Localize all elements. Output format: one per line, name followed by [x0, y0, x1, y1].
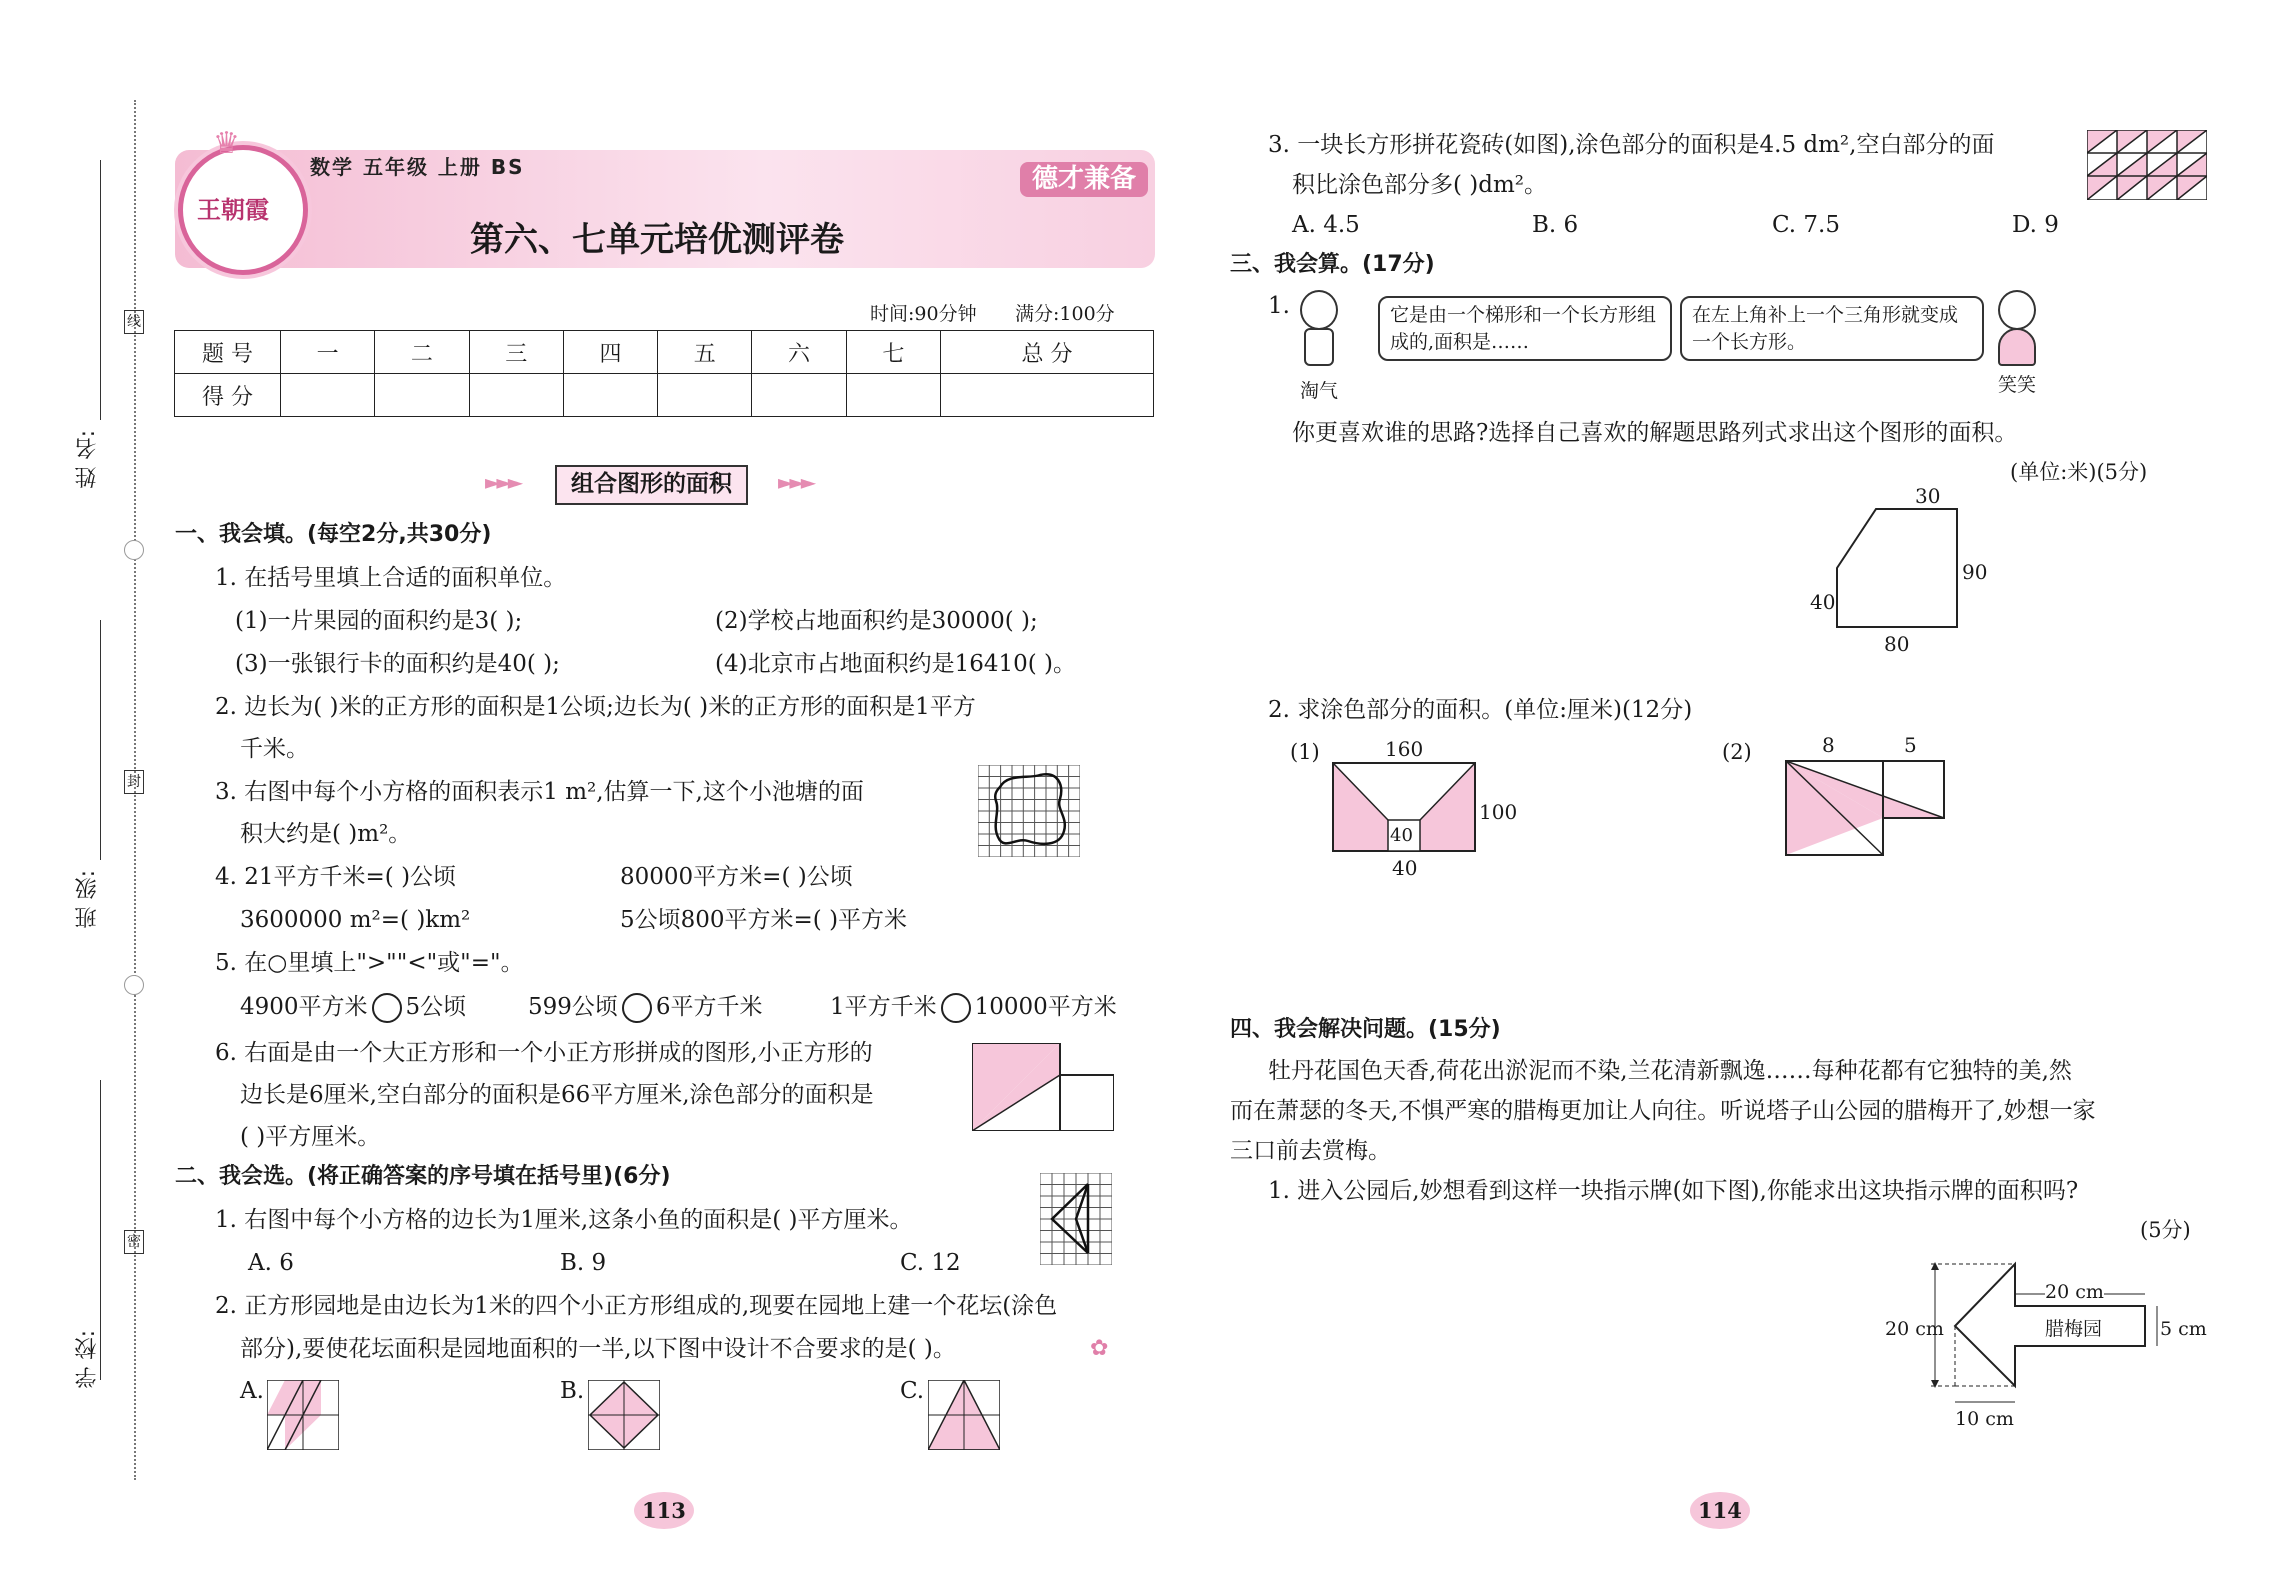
option-c-figure[interactable] — [928, 1380, 1000, 1450]
p2-q2-opt-a[interactable]: A. — [240, 1378, 264, 1404]
boy-character-icon — [1292, 290, 1342, 376]
p3-q2-b: (2) — [1722, 740, 1752, 764]
score-row2-label: 得 分 — [175, 374, 281, 417]
p1-q1: 1. 在括号里填上合适的面积单位。 — [215, 565, 567, 591]
part4-heading: 四、我会解决问题。(15分) — [1230, 1017, 1501, 1042]
p2-q2-opt-b[interactable]: B. — [560, 1378, 585, 1404]
p4-para-l2: 而在萧瑟的冬天,不惧严寒的腊梅更加让人向往。听说塔子山公园的腊梅开了,妙想一家 — [1230, 1098, 2096, 1124]
compare-left: 599公顷 — [528, 994, 618, 1020]
score-cell[interactable] — [563, 374, 657, 417]
sign-top-label: 20 cm — [2045, 1281, 2104, 1303]
p3-q1-unit: (单位:米)(5分) — [2010, 460, 2148, 484]
bubble-right: 在左上角补上一个三角形就变成一个长方形。 — [1680, 296, 1984, 361]
page-number-right: 114 — [1690, 1492, 1750, 1529]
compare-right: 10000平方米 — [974, 994, 1117, 1020]
score-cell[interactable] — [375, 374, 469, 417]
p1-q3-l2: 积大约是( )m²。 — [240, 821, 412, 847]
p4-q1: 1. 进入公园后,妙想看到这样一块指示牌(如下图),你能求出这块指示牌的面积吗? — [1268, 1178, 2079, 1204]
trapezoid-figure — [1836, 508, 1958, 628]
p3-q2: 2. 求涂色部分的面积。(单位:厘米)(12分) — [1268, 697, 1693, 723]
fig2a-top-label: 160 — [1385, 737, 1424, 761]
fig2b-label-a: 8 — [1822, 733, 1835, 757]
p1-q4-b: 80000平方米=( )公顷 — [620, 864, 853, 890]
p1-q1-c: (3)一张银行卡的面积约是40( ); — [235, 651, 560, 677]
class-underline — [100, 620, 101, 860]
p2-q2-l1: 2. 正方形园地是由边长为1米的四个小正方形组成的,现要在园地上建一个花坛(涂色 — [215, 1293, 1058, 1319]
shaded-figure-2 — [1785, 760, 1945, 856]
name-label: 姓 名: — [75, 430, 100, 489]
p1-q6-l1: 6. 右面是由一个大正方形和一个小正方形拼成的图形,小正方形的 — [215, 1040, 873, 1066]
section-banner: 组合图形的面积 — [555, 465, 748, 505]
p1-q5-a — [240, 993, 466, 1023]
fig2b-label-b: 5 — [1904, 733, 1917, 757]
p1-q2-l2: 千米。 — [240, 736, 309, 762]
p1-q1-a: (1)一片果园的面积约是3( ); — [235, 608, 523, 634]
score-cell[interactable] — [846, 374, 940, 417]
p1-q5-b — [528, 993, 763, 1023]
slogan-badge: 德才兼备 — [1020, 162, 1148, 197]
crown-icon: ♛ — [213, 126, 240, 161]
pond-grid-figure — [978, 765, 1080, 857]
p1-q2-l1: 2. 边长为( )米的正方形的面积是1公顷;边长为( )米的正方形的面积是1平方 — [215, 694, 976, 720]
page-number-left: 113 — [634, 1492, 694, 1529]
option-a-figure[interactable] — [267, 1380, 339, 1450]
p1-q5: 5. 在○里填上">""<"或"="。 — [215, 950, 524, 976]
fig1-right-label: 90 — [1962, 560, 1988, 584]
r-q3-opt-c[interactable]: C. 7.5 — [1772, 212, 1840, 238]
school-label: 学 校: — [75, 1330, 100, 1389]
mark-line: 线 — [124, 310, 144, 334]
score-cell[interactable] — [469, 374, 563, 417]
r-q3-opt-b[interactable]: B. 6 — [1532, 212, 1579, 238]
subject-line: 数学 五年级 上册 BS — [310, 155, 525, 179]
p1-q4-a: 4. 21平方千米=( )公顷 — [215, 864, 457, 890]
flower-icon: ✿ — [1090, 1336, 1109, 1361]
binding-margin — [0, 0, 150, 1582]
p1-q4-c: 3600000 m²=( )km² — [240, 907, 471, 933]
mark-secret: 密 — [124, 1230, 144, 1254]
score-cell[interactable] — [281, 374, 375, 417]
p1-q1-b: (2)学校占地面积约是30000( ); — [715, 608, 1038, 634]
p1-q6-l2: 边长是6厘米,空白部分的面积是66平方厘米,涂色部分的面积是 — [240, 1082, 874, 1108]
p4-para-l1: 牡丹花国色天香,荷花出淤泥而不染,兰花清新飘逸……每种花都有它独特的美,然 — [1268, 1058, 2072, 1084]
r-q3-opt-d[interactable]: D. 9 — [2012, 212, 2059, 238]
score-cell[interactable] — [752, 374, 846, 417]
exam-full-score: 满分:100分 — [1015, 303, 1115, 325]
fig1-left-label: 40 — [1810, 590, 1836, 614]
sign-text: 腊梅园 — [2045, 1318, 2103, 1340]
score-cell[interactable] — [658, 374, 752, 417]
option-b-figure[interactable] — [588, 1380, 660, 1450]
p2-q1: 1. 右图中每个小方格的边长为1厘米,这条小鱼的面积是( )平方厘米。 — [215, 1207, 913, 1233]
fig1-top-label: 30 — [1915, 484, 1941, 508]
p2-q1-opt-a[interactable]: A. 6 — [248, 1250, 294, 1276]
r-q3-opt-a[interactable]: A. 4.5 — [1292, 212, 1360, 238]
part2-heading: 二、我会选。(将正确答案的序号填在括号里)(6分) — [175, 1164, 671, 1189]
score-col: 二 — [375, 331, 469, 374]
score-col: 三 — [469, 331, 563, 374]
girl-character-icon — [1990, 290, 2040, 376]
r-q3-l1: 3. 一块长方形拼花瓷砖(如图),涂色部分的面积是4.5 dm²,空白部分的面 — [1268, 132, 1995, 158]
arrow-left-icon: ►►► — [485, 470, 520, 494]
compare-circle[interactable] — [372, 993, 402, 1023]
p2-q2-l2: 部分),要使花坛面积是园地面积的一半,以下图中设计不合要求的是( )。 — [240, 1336, 956, 1362]
score-row1-label: 题 号 — [175, 331, 281, 374]
score-col: 总 分 — [940, 331, 1153, 374]
char-right-name: 笑笑 — [1998, 374, 2037, 396]
sign-bottom-label: 10 cm — [1955, 1408, 2014, 1430]
part3-heading: 三、我会算。(17分) — [1230, 252, 1435, 277]
compare-left: 1平方千米 — [830, 994, 937, 1020]
hole-icon — [124, 975, 144, 995]
compare-right: 5公顷 — [405, 994, 467, 1020]
p4-para-l3: 三口前去赏梅。 — [1230, 1138, 1391, 1164]
p2-q1-opt-c[interactable]: C. 12 — [900, 1250, 961, 1276]
p4-q1-score: (5分) — [2140, 1218, 2191, 1242]
p3-q2-a: (1) — [1290, 740, 1320, 764]
score-col: 七 — [846, 331, 940, 374]
p1-q5-c — [830, 993, 1117, 1023]
p1-q6-l3: ( )平方厘米。 — [240, 1124, 381, 1150]
fig2a-inner-label: 40 — [1390, 825, 1413, 846]
mark-seal: 封 — [124, 770, 144, 794]
compare-right: 6平方千米 — [655, 994, 763, 1020]
name-underline — [100, 160, 101, 420]
p1-q1-d: (4)北京市占地面积约是16410( )。 — [715, 651, 1077, 677]
arrow-right-icon: ►►► — [778, 470, 813, 494]
compare-circle[interactable] — [622, 993, 652, 1023]
r-q3-l2: 积比涂色部分多( )dm²。 — [1292, 172, 1548, 198]
score-col: 五 — [658, 331, 752, 374]
class-label: 班 级: — [75, 870, 100, 929]
bubble-left: 它是由一个梯形和一个长方形组成的,面积是…… — [1378, 296, 1672, 361]
score-col: 四 — [563, 331, 657, 374]
page-title: 第六、七单元培优测评卷 — [470, 220, 844, 260]
brand-name: 王朝霞 — [197, 195, 269, 224]
sign-right-label: 5 cm — [2160, 1318, 2207, 1340]
p2-q2-opt-c[interactable]: C. — [900, 1378, 925, 1404]
fig1-bottom-label: 80 — [1884, 632, 1910, 656]
compare-circle[interactable] — [941, 993, 971, 1023]
p1-q4-d: 5公顷800平方米=( )平方米 — [620, 907, 908, 933]
two-squares-figure — [972, 1043, 1114, 1131]
p2-q1-opt-b[interactable]: B. 9 — [560, 1250, 607, 1276]
hole-icon — [124, 540, 144, 560]
p3-q1-text: 你更喜欢谁的思路?选择自己喜欢的解题思路列式求出这个图形的面积。 — [1292, 420, 2018, 446]
fig2a-bottom-label: 40 — [1392, 856, 1418, 880]
char-left-name: 淘气 — [1300, 380, 1339, 402]
score-cell[interactable] — [940, 374, 1153, 417]
compare-left: 4900平方米 — [240, 994, 368, 1020]
score-col: 一 — [281, 331, 375, 374]
tile-figure — [2087, 130, 2207, 200]
p1-q3-l1: 3. 右图中每个小方格的面积表示1 m²,估算一下,这个小池塘的面 — [215, 779, 864, 805]
sign-left-label: 20 cm — [1885, 1318, 1944, 1340]
fish-grid-figure — [1040, 1173, 1112, 1265]
p3-q1-num: 1. — [1268, 293, 1290, 319]
score-table — [174, 330, 1154, 417]
part1-heading: 一、我会填。(每空2分,共30分) — [175, 522, 492, 547]
score-col: 六 — [752, 331, 846, 374]
exam-time: 时间:90分钟 — [870, 303, 977, 325]
fig2a-right-label: 100 — [1479, 800, 1518, 824]
brand-logo — [178, 126, 308, 275]
